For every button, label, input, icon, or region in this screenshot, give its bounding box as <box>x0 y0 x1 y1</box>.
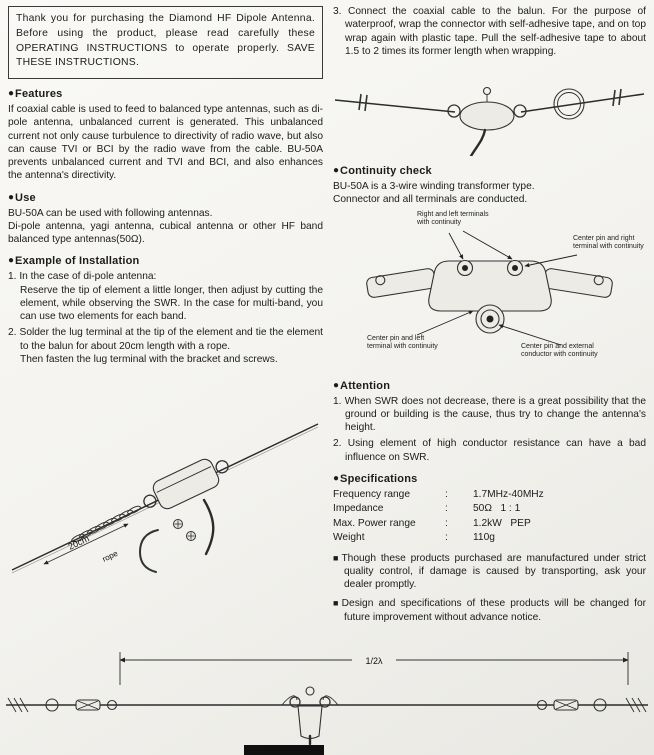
attention-heading <box>333 380 646 392</box>
square-bullet-icon: ■ <box>333 552 341 563</box>
spec-colon: : <box>445 503 448 515</box>
continuity-heading <box>333 165 646 177</box>
half-wavelength-label: 1/2λ <box>365 656 383 666</box>
coax-connector <box>476 305 504 333</box>
spec-row-impedance <box>333 502 646 516</box>
bullet-icon: ● <box>333 472 340 484</box>
note-text: Design and specifications of these products will be changed for future improvement without advance notice. <box>341 598 646 623</box>
rope-label: rope <box>100 548 120 564</box>
attention-heading-text: Attention <box>340 379 391 392</box>
installation-item1-title: 1. In the case of di-pole antenna: <box>8 271 157 283</box>
features-heading <box>8 88 323 100</box>
dim-20cm-label: 20cm <box>66 533 91 552</box>
label-right-left-terminals: Right and left terminals with continuity <box>417 210 489 226</box>
intro-box <box>8 6 323 79</box>
spec-value: 110g <box>473 532 495 544</box>
continuity-heading-text: Continuity check <box>340 165 432 177</box>
continuity-diagram <box>333 211 646 371</box>
features-heading-text: Features <box>15 88 63 101</box>
bullet-icon: ● <box>8 255 15 267</box>
note-design <box>333 597 646 624</box>
installation-heading-text: Example of Installation <box>15 255 140 268</box>
continuity-line2: Connector and all terminals are conducted. <box>333 194 528 206</box>
installation-item2-cont: Then fasten the lug terminal with the bracket and screws. <box>20 353 278 365</box>
spec-colon: : <box>445 532 448 544</box>
spec-value: 50Ω 1 : 1 <box>473 503 521 515</box>
intro-text: Thank you for purchasing the Diamond HF Dipole Antenna. Before using the product, please read carefully these OPERATING INSTRUCTIONS to operate properly. SAVE THESE INSTRUCTIONS. <box>16 13 315 69</box>
spec-colon: : <box>445 517 448 529</box>
use-line1: BU-50A can be used with following antennas. <box>8 207 213 219</box>
continuity-line1: BU-50A is a 3-wire winding transformer type. <box>333 181 535 192</box>
center-balun <box>282 687 338 744</box>
bullet-icon: ● <box>333 379 340 391</box>
label-center-right-terminal: Center pin and right terminal with continuity <box>573 234 644 250</box>
left-column <box>8 6 323 582</box>
coax-cable <box>204 500 213 554</box>
installation-item2: 2. Solder the lug terminal at the tip of the element and tie the element to the balun for about 20cm length with a rope. <box>8 327 323 352</box>
spec-row-frequency <box>333 488 646 502</box>
specifications-table <box>333 488 646 546</box>
right-column <box>333 5 646 624</box>
installation-item1-body: Reserve the tip of element a little longer, then adjust by cutting the element, while observing the SWR. In the case for multi-band, you can use two elements for each band. <box>20 284 323 323</box>
installation-diagram <box>8 372 323 582</box>
balun-top-body <box>429 261 552 311</box>
balun-body <box>448 88 526 131</box>
attention-item1: 1. When SWR does not decrease, there is a great possibility that the ground or building is the cause, thus try to change the antenna's height. <box>333 395 646 433</box>
balun-body <box>138 451 234 518</box>
bullet-icon: ● <box>8 191 15 203</box>
spec-colon: : <box>445 488 448 500</box>
bullet-icon: ● <box>333 165 340 176</box>
spec-row-power <box>333 517 646 531</box>
spec-label: Max. Power range <box>333 517 416 529</box>
left-wing <box>366 267 436 297</box>
use-line2: Di-pole antenna, yagi antenna, cubical antenna or other HF band balanced type antennas(50Ω). <box>8 220 323 246</box>
bullet-icon: ● <box>8 88 15 100</box>
use-heading <box>8 192 323 204</box>
spec-label: Weight <box>333 532 365 544</box>
spec-row-weight <box>333 531 646 545</box>
spec-label: Frequency range <box>333 488 411 500</box>
note-text: Though these products purchased are manufactured under strict quality control, if damage is caused by transporting, ask your dealer promptly. <box>341 552 647 591</box>
bracket <box>140 520 196 573</box>
use-heading-text: Use <box>15 191 36 204</box>
right-wing <box>543 267 613 297</box>
spec-label: Impedance <box>333 503 384 515</box>
coax-cable <box>471 130 485 156</box>
spec-value: 1.2kW PEP <box>473 517 531 529</box>
label-center-external-conductor: Center pin and external conductor with continuity <box>521 342 598 358</box>
attention-item2: 2. Using element of high conductor resistance can have a bad influence on SWR. <box>333 438 646 463</box>
half-wavelength-dimension <box>120 652 628 685</box>
installation-heading <box>8 255 323 267</box>
step3-text: 3. Connect the coaxial cable to the balun. For the purpose of waterproof, wrap the connector with self-adhesive tape, and on top wrap again with plastic tape. Pull the self-adhesive tape to about 1.5 to 2 times its former length when wrapping. <box>333 6 646 57</box>
label-center-left-terminal: Center pin and left terminal with continuity <box>367 334 438 350</box>
balun-connection-diagram <box>333 64 646 156</box>
features-body: If coaxial cable is used to feed to balanced type antennas, such as di-pole antenna, unbalanced current is generated. This unbalanced current not only cause turbulence to directivity of radio wave, but also can cause TVI or BCI by the radio wave from the cable. BU-50A prevents unbalanced current and TVI and BCI, and also enhances the antenna's directivity. <box>8 104 323 182</box>
connector-bar <box>244 745 324 755</box>
spec-value: 1.7MHz-40MHz <box>473 488 544 500</box>
square-bullet-icon: ■ <box>333 598 341 609</box>
specifications-heading <box>333 473 646 485</box>
note-quality <box>333 552 646 592</box>
dipole-overview-diagram <box>0 643 654 755</box>
specifications-heading-text: Specifications <box>340 472 418 485</box>
